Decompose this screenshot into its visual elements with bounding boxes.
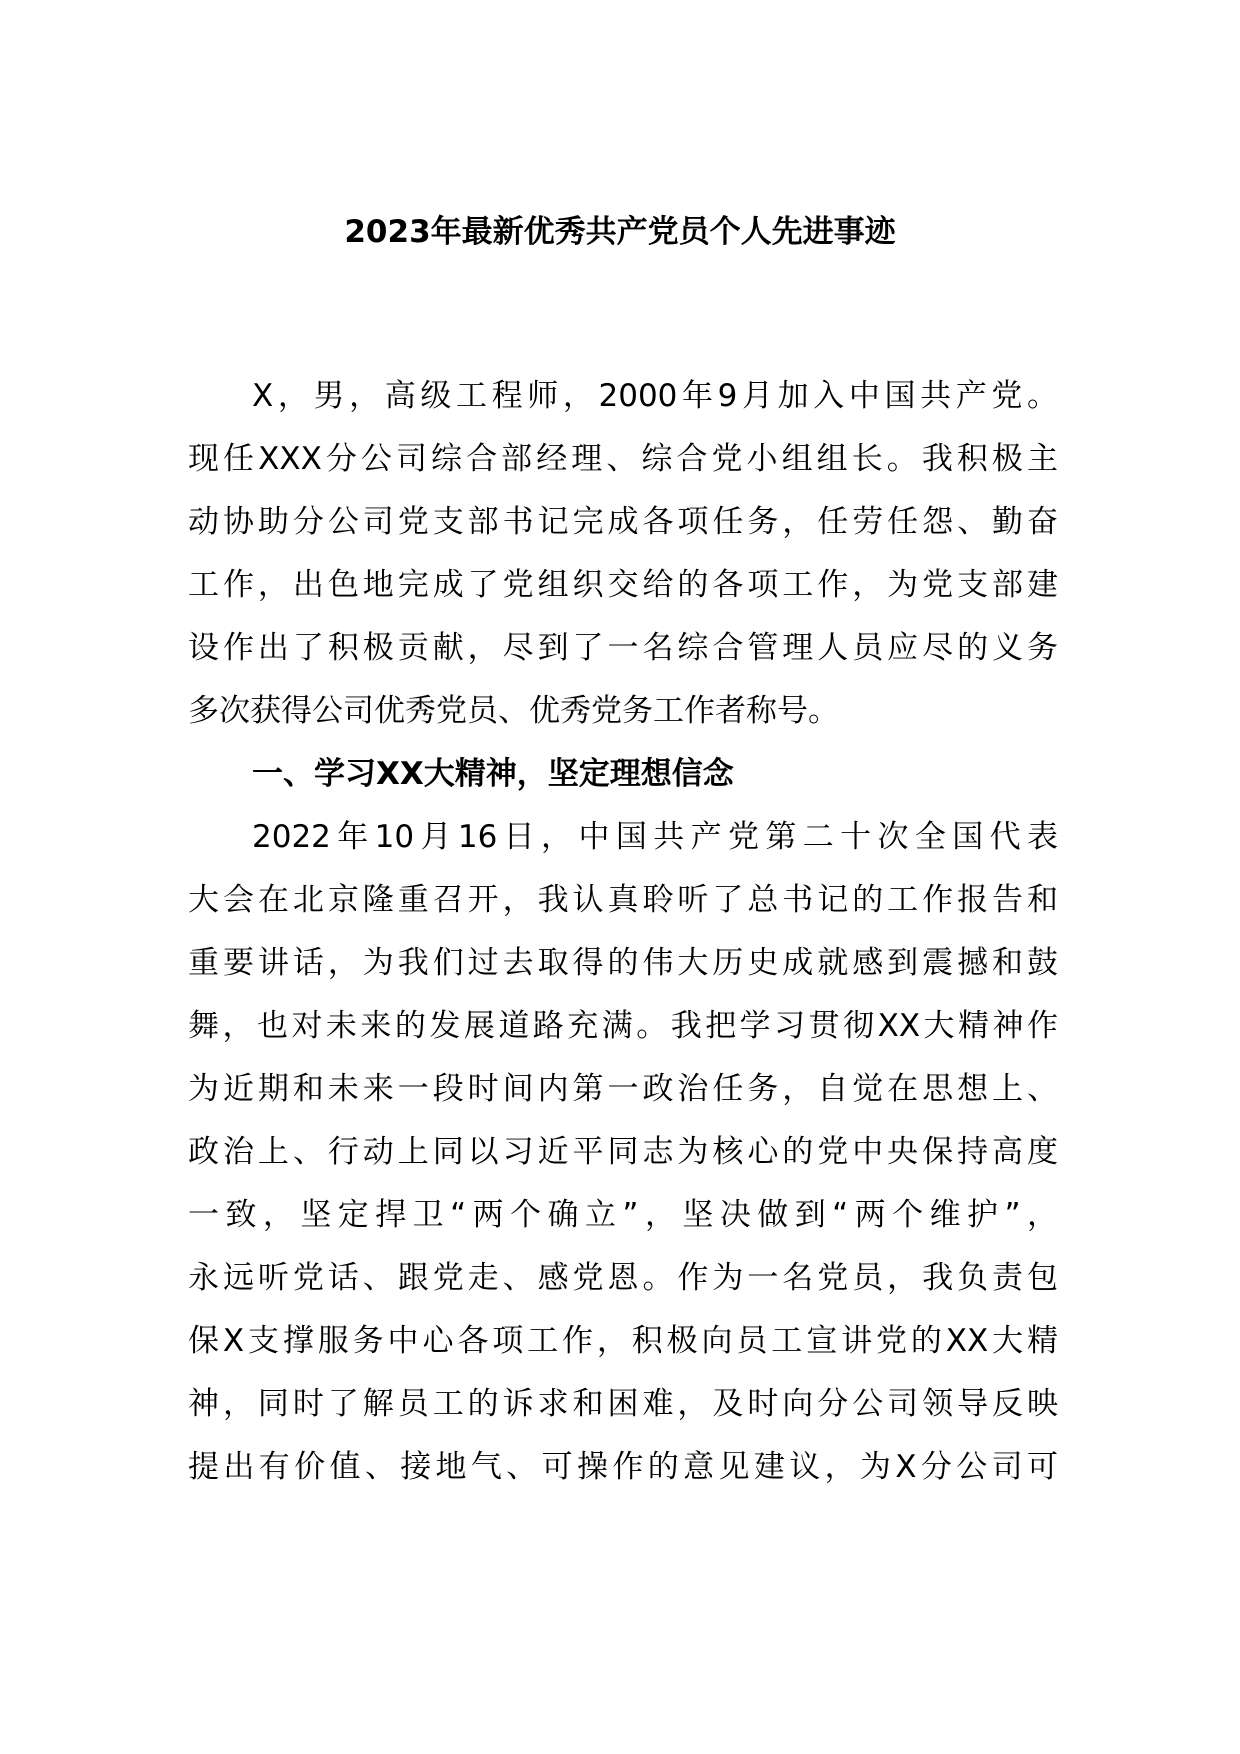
body-line: 多次获得公司优秀党员、优秀党务工作者称号。	[188, 693, 839, 729]
body-line: 提出有价值、接地气、可操作的意见建议，为X分公司可	[188, 1449, 1058, 1485]
body-line: 工作，出色地完成了党组织交给的各项工作，为党支部建	[188, 567, 1058, 603]
body-line: 设作出了积极贡献，尽到了一名综合管理人员应尽的义务	[188, 630, 1058, 666]
body-line: 动协助分公司党支部书记完成各项任务，任劳任怨、勤奋	[188, 504, 1058, 540]
body-line: 永远听党话、跟党走、感党恩。作为一名党员，我负责包	[188, 1260, 1058, 1296]
body-line: 神，同时了解员工的诉求和困难，及时向分公司领导反映	[188, 1386, 1058, 1422]
body-line: 政治上、行动上同以习近平同志为核心的党中央保持高度	[188, 1134, 1058, 1170]
section-heading: 一、学习XX大精神，坚定理想信念	[252, 756, 734, 792]
body-line: X，男，高级工程师，2000年9月加入中国共产党。	[252, 378, 1058, 414]
body-line: 保X支撑服务中心各项工作，积极向员工宣讲党的XX大精	[188, 1323, 1058, 1359]
document-title: 2023年最新优秀共产党员个人先进事迹	[344, 214, 896, 250]
body-line: 一致，坚定捍卫“两个确立”，坚决做到“两个维护”，	[188, 1197, 1058, 1233]
body-line: 重要讲话，为我们过去取得的伟大历史成就感到震撼和鼓	[188, 945, 1058, 981]
body-line: 大会在北京隆重召开，我认真聆听了总书记的工作报告和	[188, 882, 1058, 918]
body-line: 为近期和未来一段时间内第一政治任务，自觉在思想上、	[188, 1071, 1058, 1107]
body-line: 2022年10月16日，中国共产党第二十次全国代表	[252, 819, 1058, 855]
body-line: 现任XXX分公司综合部经理、综合党小组组长。我积极主	[188, 441, 1058, 477]
body-line: 舞，也对未来的发展道路充满。我把学习贯彻XX大精神作	[188, 1008, 1058, 1044]
